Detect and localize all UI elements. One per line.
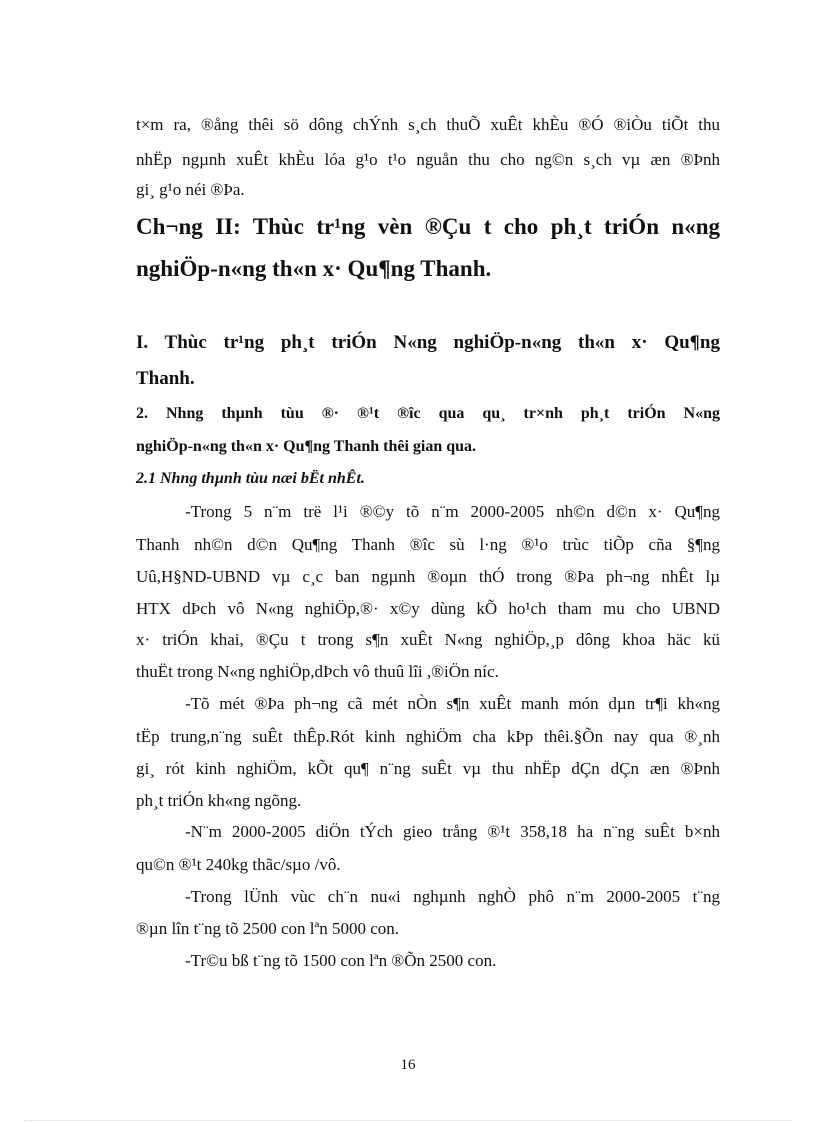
body-line: tËp trung,n¨ng suÊt thÊp.Rót kinh nghiÖm cha kÞp thêi.§Õn nay qua ®¸nh [136, 727, 720, 746]
section-2-title-line-1: 2. Nhng thµnh tùu ®· ®¹t ®îc qua qu¸ tr×nh ph¸t triÓn N«ng [136, 405, 720, 422]
chapter-title-line-1: Ch¬ng II: Thùc tr¹ng vèn ®Çu t cho ph¸t triÓn n«ng [136, 214, 720, 239]
body-line: -Trong 5 n¨m trë l¹i ®©y tõ n¨m 2000-2005 nh©n d©n x· Qu¶ng [185, 502, 720, 521]
section-I-title-line-2: Thanh. [136, 368, 195, 389]
page-number: 16 [400, 1057, 416, 1073]
body-line: gi¸ rót kinh nghiÖm, kÕt qu¶ n¨ng suÊt vµ thu nhËp dÇn dÇn æn ®Þnh [136, 759, 720, 778]
body-line: qu©n ®¹t 240kg thãc/sµo /vô. [136, 855, 341, 874]
intro-line-3: gi¸ g¹o néi ®Þa. [136, 180, 245, 199]
body-line: Uû,H§ND-UBND vµ c¸c ban ngµnh ®oµn thÓ trong ®Þa ph¬ng nhÊt lµ [136, 567, 720, 586]
body-line: ®µn lîn t¨ng tõ 2500 con lªn 5000 con. [136, 919, 400, 938]
body-line: HTX dÞch vô N«ng nghiÖp,®· x©y dùng kÕ ho¹ch tham mu cho UBND [136, 599, 720, 618]
intro-line-1: t×m ra, ®ång thêi sö dông chÝnh s¸ch thuÕ xuÊt khÈu ®Ó ®iÒu tiÕt thu [136, 115, 720, 134]
chapter-title-line-2: nghiÖp-n«ng th«n x· Qu¶ng Thanh. [136, 256, 492, 281]
body-line: x· triÓn khai, ®Çu t trong s¶n xuÊt N«ng nghiÖp,¸p dông khoa häc kü [136, 630, 720, 649]
body-line: thuËt trong N«ng nghiÖp,dÞch vô thuû lîi ,®iÖn níc. [136, 662, 499, 681]
body-line: -Tr©u bß t¨ng tõ 1500 con lªn ®Õn 2500 con. [185, 951, 497, 970]
body-line: Thanh nh©n d©n Qu¶ng Thanh ®îc sù l·ng ®¹o trùc tiÕp cña §¶ng [136, 535, 720, 554]
body-line: ph¸t triÓn kh«ng ngõng. [136, 791, 302, 810]
section-2-title-line-2: nghiÖp-n«ng th«n x· Qu¶ng Thanh thêi gian qua. [136, 438, 477, 455]
intro-line-2: nhËp ngµnh xuÊt khÈu lóa g¹o t¹o nguån thu cho ng©n s¸ch vµ æn ®Þnh [136, 150, 720, 169]
body-line: -N¨m 2000-2005 diÖn tÝch gieo trång ®¹t 358,18 ha n¨ng suÊt b×nh [185, 822, 720, 841]
section-I-title-line-1: I. Thùc tr¹ng ph¸t triÓn N«ng nghiÖp-n«ng th«n x· Qu¶ng [136, 332, 720, 353]
section-2-1-title: 2.1 Nhng thµnh tùu næi bËt nhÊt. [136, 470, 365, 487]
body-line: -Trong lÜnh vùc ch¨n nu«i nghµnh nghÒ phô n¨m 2000-2005 t¨ng [185, 887, 720, 906]
page-bottom-rule [24, 1120, 792, 1121]
body-line: -Tõ mét ®Þa ph¬ng cã mét nÒn s¶n xuÊt manh món dµn tr¶i kh«ng [185, 694, 720, 713]
